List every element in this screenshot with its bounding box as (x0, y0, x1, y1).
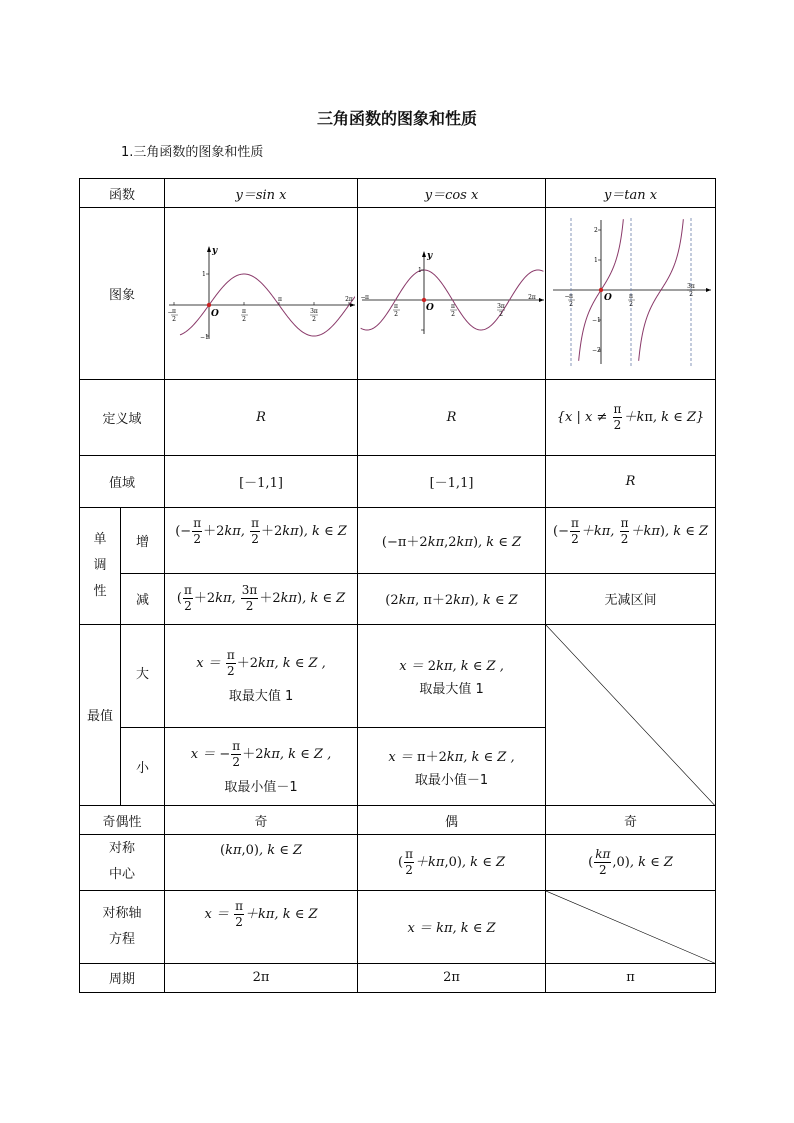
tick-three-half-pi-num: 3π (496, 303, 505, 311)
tan-tick-neg1: −1 (591, 317, 601, 325)
sin-center: (kπ,0), k ∈ Z (165, 835, 358, 890)
diagonal-slash (546, 625, 715, 806)
trig-properties-table (79, 178, 716, 993)
y-label: y (426, 251, 432, 262)
tick-neg-half-pi-num: π (568, 293, 573, 301)
cos-graph-cell (358, 208, 546, 380)
tick-half-pi-den: 2 (450, 311, 455, 319)
header-function: 函数 (80, 179, 165, 208)
parity-row (80, 806, 716, 835)
origin-dot (421, 298, 425, 302)
sin-graph-cell (165, 208, 358, 380)
sin-graph (167, 243, 355, 343)
header-row (80, 179, 716, 208)
sin-increasing: (− $\frac{\pi}{2}$ ＋2kπ, $\frac{\pi}{2}$ ＋2kπ), k ∈ Z (165, 508, 358, 574)
tick-neg-one: −1 (200, 334, 209, 342)
row-label-parity: 奇偶性 (80, 806, 165, 835)
row-label-graph: 图象 (80, 208, 165, 380)
origin-dot (207, 303, 211, 307)
row-label-max: 大 (121, 624, 165, 727)
section-heading: 1.三角函数的图象和性质 (121, 145, 264, 160)
tan-parity: 奇 (546, 806, 716, 835)
sin-period: 2π (165, 963, 358, 992)
tan-increasing: (− $\frac{\pi}{2}$ ＋kπ, $\frac{\pi}{2}$ ＋kπ), k ∈ Z (546, 508, 716, 574)
svg-text:−: − (167, 309, 173, 317)
sin-domain: R (165, 379, 358, 455)
tick-two-pi: 2π (345, 296, 353, 304)
period-row (80, 963, 716, 992)
tan-tick-neg2: −2 (591, 347, 601, 355)
tan-domain: {x | x ≠ $\frac{\pi}{2}$ ＋kπ, k ∈ Z} (546, 379, 716, 455)
tan-extreme-empty (546, 624, 716, 806)
row-label-period: 周期 (80, 963, 165, 992)
tick-pi: π (278, 296, 282, 304)
origin-label: O (211, 309, 219, 320)
row-label-monotonic: 单 调 性 (80, 508, 121, 624)
cos-domain: R (358, 379, 546, 455)
diagonal-slash (546, 891, 715, 963)
tick-half-pi-num: π (450, 303, 455, 311)
tan-tick-1: 1 (593, 257, 598, 265)
tick-neg-pi: π (364, 294, 369, 302)
tan-tick-2: 2 (593, 227, 598, 235)
sin-axis: x ＝ $\frac{\pi}{2}$ ＋kπ, k ∈ Z (165, 890, 358, 963)
origin-label: O (603, 293, 612, 304)
cos-max: x ＝ 2kπ, k ∈ Z , 取最大值 1 (358, 624, 546, 727)
sin-parity: 奇 (165, 806, 358, 835)
cos-graph (360, 248, 544, 338)
tick-one: 1 (202, 271, 206, 279)
y-axis-arrow (422, 251, 426, 257)
row-label-center: 对称 中心 (80, 835, 165, 890)
header-tan: y＝tan x (546, 179, 716, 208)
sin-max: x ＝ $\frac{\pi}{2}$ ＋2kπ, k ∈ Z , 取最大值 1 (165, 624, 358, 727)
center-row (80, 835, 716, 890)
cos-min: x ＝ π＋2kπ, k ∈ Z , 取最小值－1 (358, 727, 546, 805)
tick-half-pi-den: 2 (242, 316, 246, 324)
tick-three-half-pi-num: 3π (310, 308, 318, 316)
cos-range: [－1,1] (358, 455, 546, 507)
tick-half-pi-den: 2 (628, 301, 633, 309)
decreasing-row (80, 574, 716, 624)
tick-neg-half-pi-num: π (172, 308, 176, 316)
sin-decreasing: ( $\frac{\pi}{2}$ ＋2kπ, $\frac{3\pi}{2}$ ＋2kπ), k ∈ Z (165, 574, 358, 624)
row-label-axis: 对称轴 方程 (80, 890, 165, 963)
origin-label: O (425, 303, 434, 314)
row-label-min: 小 (121, 727, 165, 805)
tick-neg-half-pi-num: π (393, 303, 398, 311)
tick-two-pi: 2π (527, 294, 536, 302)
row-label-extreme: 最值 (80, 624, 121, 806)
header-cos: y＝cos x (358, 179, 546, 208)
header-sin: y＝sin x (165, 179, 358, 208)
tan-graph-cell (546, 208, 716, 380)
x-axis-arrow (350, 303, 355, 307)
origin-dot (598, 288, 602, 292)
cos-center: ( $\frac{\pi}{2}$ ＋kπ,0), k ∈ Z (358, 835, 546, 890)
tick-neg-half-pi-den: 2 (568, 301, 573, 309)
tick-three-half-pi-den: 2 (312, 316, 316, 324)
svg-text:−: − (564, 293, 570, 301)
tick-one: 1 (417, 267, 422, 275)
cos-period: 2π (358, 963, 546, 992)
axis-row (80, 890, 716, 963)
sin-min: x ＝ − $\frac{\pi}{2}$ ＋2kπ, k ∈ Z , 取最小值－1 (165, 727, 358, 805)
tan-axis-empty (546, 890, 716, 963)
row-label-decreasing: 减 (121, 574, 165, 624)
increasing-row (80, 508, 716, 574)
range-row (80, 455, 716, 507)
max-row (80, 624, 716, 727)
tan-range: R (546, 455, 716, 507)
tan-graph (551, 218, 711, 368)
y-label: y (212, 246, 218, 257)
tick-three-half-pi-num: 3π (686, 283, 695, 291)
tan-center: ( $\frac{k\pi}{2}$ ,0), k ∈ Z (546, 835, 716, 890)
cos-increasing: (−π＋2kπ,2kπ), k ∈ Z (358, 508, 546, 574)
row-label-range: 值域 (80, 455, 165, 507)
page-title: 三角函数的图象和性质 (316, 109, 477, 128)
x-axis-arrow (706, 288, 711, 292)
sin-range: [－1,1] (165, 455, 358, 507)
tan-decreasing: 无减区间 (546, 574, 716, 624)
graph-row (80, 208, 716, 380)
row-label-increasing: 增 (121, 508, 165, 574)
tick-half-pi-num: π (628, 293, 633, 301)
tan-period: π (546, 963, 716, 992)
cos-axis: x ＝ kπ, k ∈ Z (358, 890, 546, 963)
tick-neg-half-pi-den: 2 (172, 316, 176, 324)
tick-half-pi-num: π (242, 308, 246, 316)
x-axis-arrow (539, 298, 544, 302)
cos-decreasing: (2kπ, π＋2kπ), k ∈ Z (358, 574, 546, 624)
domain-row (80, 379, 716, 455)
svg-text:−: − (360, 294, 366, 302)
y-axis-arrow (207, 246, 211, 252)
tick-three-half-pi-den: 2 (498, 311, 503, 319)
tick-three-half-pi-den: 2 (688, 291, 693, 299)
row-label-domain: 定义域 (80, 379, 165, 455)
tick-neg-half-pi-den: 2 (393, 311, 398, 319)
cos-parity: 偶 (358, 806, 546, 835)
